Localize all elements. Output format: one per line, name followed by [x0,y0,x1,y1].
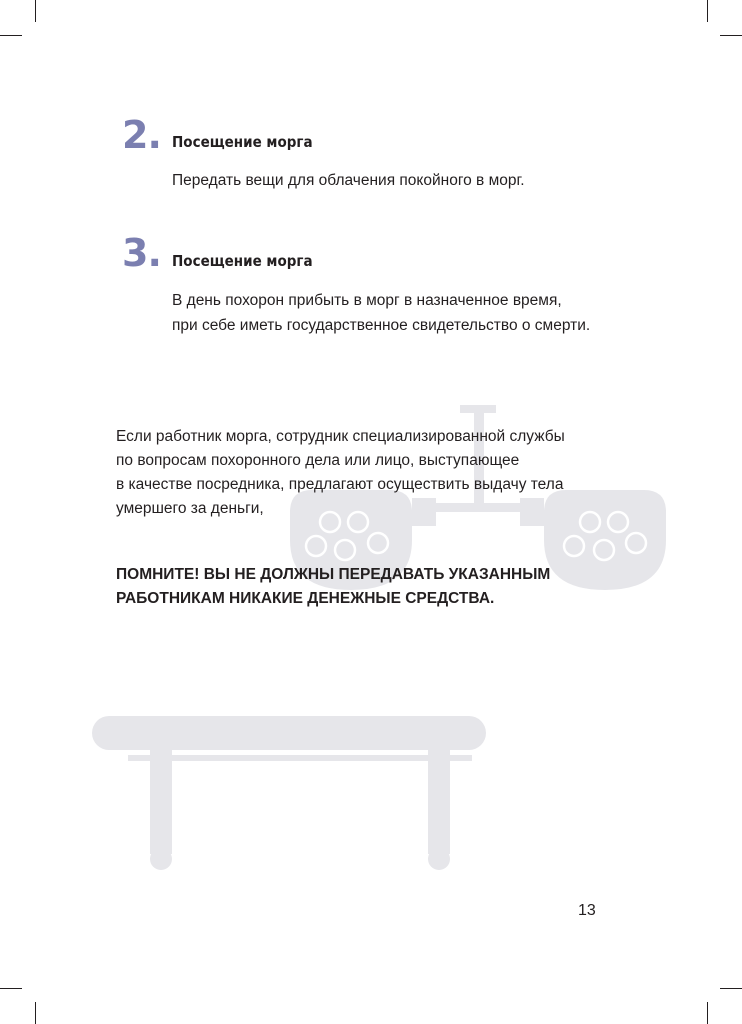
info-paragraph: Если работник морга, сотрудник специализированной службы по вопросам похоронного дела или лицо, выступающее в качестве посредника, предлагают осуществить выдачу тела умершего за деньги, [116,428,565,517]
warning-text: ПОМНИТЕ! ВЫ НЕ ДОЛЖНЫ ПЕРЕДАВАТЬ УКАЗАННЫМ РАБОТНИКАМ НИКАКИЕ ДЕНЕЖНЫЕ СРЕДСТВА. [116,566,551,607]
page-number: 13 [578,902,596,919]
step-title: Посещение морга [172,133,313,151]
step-description: В день похорон прибыть в морг в назначенное время, при себе иметь государственное свидетельство о смерти. [172,292,591,334]
step-number: 2. [122,113,161,157]
step-number: 3. [122,231,161,275]
step-title: Посещение морга [172,252,313,270]
step-description: Передать вещи для облачения покойного в морг. [172,172,525,189]
morgue-table-icon [92,716,486,870]
